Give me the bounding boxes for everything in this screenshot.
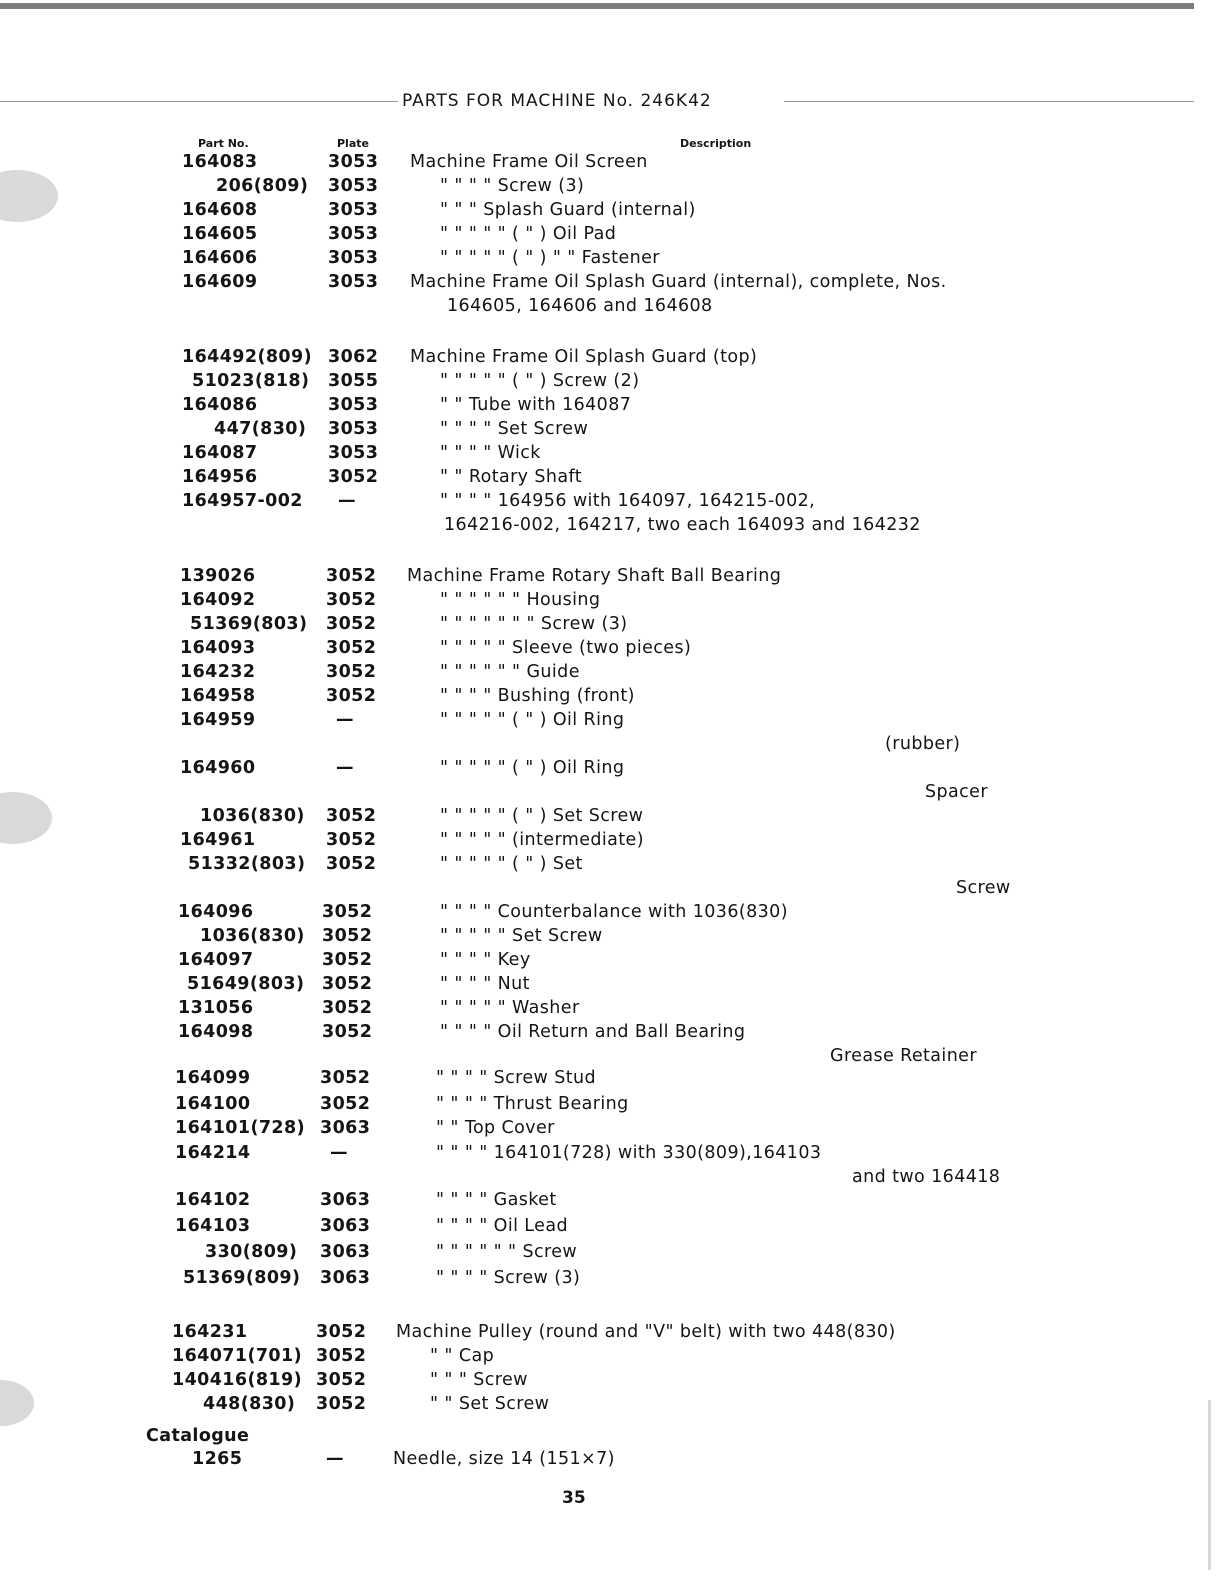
part-number: 330(809) [205, 1242, 298, 1262]
plate-number: 3052 [316, 1346, 367, 1366]
part-description: " " " " Screw Stud [436, 1068, 597, 1088]
plate-number: 3053 [328, 248, 379, 268]
part-description: 164216-002, 164217, two each 164093 and 164232 [444, 515, 921, 535]
part-number: 164959 [180, 710, 256, 730]
plate-number: — [338, 491, 356, 511]
part-number: 51369(803) [190, 614, 308, 634]
plate-number: 3052 [322, 1022, 373, 1042]
plate-number: 3063 [320, 1216, 371, 1236]
part-description: " " " " Counterbalance with 1036(830) [440, 902, 788, 922]
part-number: 164071(701) [172, 1346, 302, 1366]
plate-number: 3052 [316, 1370, 367, 1390]
part-number: 164097 [178, 950, 254, 970]
part-number: 206(809) [216, 176, 309, 196]
plate-number: 3053 [328, 395, 379, 415]
plate-number: 3063 [320, 1242, 371, 1262]
plate-number: 3052 [326, 638, 377, 658]
plate-number: 3052 [326, 614, 377, 634]
part-description: " " " Screw [430, 1370, 528, 1390]
plate-number: 3052 [316, 1394, 367, 1414]
part-description: " " " " " ( " ) Oil Ring [440, 758, 625, 778]
top-edge-bar [0, 3, 1194, 9]
plate-number: 3063 [320, 1268, 371, 1288]
part-number: 164231 [172, 1322, 248, 1342]
plate-number: 3052 [322, 998, 373, 1018]
part-number: 164232 [180, 662, 256, 682]
binder-hole [0, 1380, 34, 1426]
plate-number: 3052 [322, 950, 373, 970]
column-header-plate: Plate [337, 137, 369, 150]
part-description: " " Cap [430, 1346, 495, 1366]
part-number: 164608 [182, 200, 258, 220]
part-number: 164214 [175, 1143, 251, 1163]
plate-number: 3052 [322, 926, 373, 946]
part-description: " " " " " ( " ) Set Screw [440, 806, 644, 826]
part-description: " " " " Oil Return and Ball Bearing [440, 1022, 746, 1042]
plate-number: 3052 [316, 1322, 367, 1342]
part-description: " " " " " " Housing [440, 590, 601, 610]
part-description: " " " " Bushing (front) [440, 686, 635, 706]
plate-number: 3053 [328, 419, 379, 439]
part-number: 164087 [182, 443, 258, 463]
right-edge-shadow [1208, 1400, 1211, 1570]
part-number: 51649(803) [187, 974, 305, 994]
title-rule-left [0, 101, 398, 102]
part-description: Needle, size 14 (151×7) [393, 1449, 615, 1469]
part-description: " " " " " Set Screw [440, 926, 603, 946]
plate-number: 3053 [328, 200, 379, 220]
part-number: 164101(728) [175, 1118, 305, 1138]
column-header-description: Description [680, 137, 752, 150]
part-number: 51023(818) [192, 371, 310, 391]
plate-number: — [330, 1143, 348, 1163]
part-description: " " " " " Sleeve (two pieces) [440, 638, 692, 658]
plate-number: 3052 [322, 974, 373, 994]
part-number: 164099 [175, 1068, 251, 1088]
plate-number: 3053 [328, 272, 379, 292]
part-description: " " " " Screw (3) [436, 1268, 581, 1288]
part-description: " " " " Wick [440, 443, 541, 463]
part-description: " " " " " " Guide [440, 662, 580, 682]
part-description: " " " " " " " Screw (3) [440, 614, 628, 634]
part-description: " " " " Nut [440, 974, 530, 994]
part-description: Machine Frame Rotary Shaft Ball Bearing [407, 566, 782, 586]
part-number: 164492(809) [182, 347, 312, 367]
part-number: 1036(830) [200, 806, 305, 826]
part-description: " " " " Set Screw [440, 419, 589, 439]
part-number: 164100 [175, 1094, 251, 1114]
plate-number: 3052 [326, 830, 377, 850]
part-description: " " " " " ( " ) Screw (2) [440, 371, 640, 391]
part-number: 164956 [182, 467, 258, 487]
part-description: " " " " " " Screw [436, 1242, 578, 1262]
part-description: " " " " 164956 with 164097, 164215-002, [440, 491, 816, 511]
part-description: " " " " Thrust Bearing [436, 1094, 629, 1114]
part-description: " " " " " ( " ) Oil Ring [440, 710, 625, 730]
plate-number: 3063 [320, 1190, 371, 1210]
plate-number: — [326, 1449, 344, 1469]
plate-number: 3052 [320, 1068, 371, 1088]
part-number: 164961 [180, 830, 256, 850]
plate-number: 3052 [326, 686, 377, 706]
part-number: 164605 [182, 224, 258, 244]
plate-number: 3052 [326, 566, 377, 586]
part-description: " " " " " (intermediate) [440, 830, 644, 850]
plate-number: 3053 [328, 443, 379, 463]
plate-number: 3052 [326, 806, 377, 826]
plate-number: 3053 [328, 224, 379, 244]
part-number: 164086 [182, 395, 258, 415]
part-number: 140416(819) [172, 1370, 302, 1390]
part-description: " " " " Oil Lead [436, 1216, 568, 1236]
part-number: 448(830) [203, 1394, 296, 1414]
part-number: Catalogue [146, 1426, 250, 1446]
column-header-part-no: Part No. [198, 137, 249, 150]
plate-number: 3063 [320, 1118, 371, 1138]
plate-number: 3052 [320, 1094, 371, 1114]
part-number: 1265 [192, 1449, 243, 1469]
part-number: 164093 [180, 638, 256, 658]
plate-number: 3055 [328, 371, 379, 391]
plate-number: 3062 [328, 347, 379, 367]
part-number: 164096 [178, 902, 254, 922]
part-description: " " " " Gasket [436, 1190, 557, 1210]
part-number: 164102 [175, 1190, 251, 1210]
part-description: and two 164418 [852, 1167, 1001, 1187]
part-description: " " Tube with 164087 [440, 395, 632, 415]
plate-number: 3053 [328, 152, 379, 172]
part-number: 164606 [182, 248, 258, 268]
title-rule-right [784, 101, 1194, 102]
part-description: " " " " Key [440, 950, 531, 970]
page-title: PARTS FOR MACHINE No. 246K42 [402, 91, 712, 111]
plate-number: 3052 [328, 467, 379, 487]
part-number: 447(830) [214, 419, 307, 439]
part-description: Grease Retainer [830, 1046, 977, 1066]
plate-number: 3052 [326, 854, 377, 874]
part-description: Machine Frame Oil Screen [410, 152, 648, 172]
part-description: " " " " 164101(728) with 330(809),164103 [436, 1143, 822, 1163]
part-description: " " " " " ( " ) Set [440, 854, 583, 874]
part-number: 164083 [182, 152, 258, 172]
part-number: 164103 [175, 1216, 251, 1236]
part-description: " " Top Cover [436, 1118, 555, 1138]
plate-number: — [336, 710, 354, 730]
plate-number: 3053 [328, 176, 379, 196]
binder-hole [0, 792, 52, 844]
part-description: Machine Frame Oil Splash Guard (internal), complete, Nos. [410, 272, 947, 292]
part-description: " " Set Screw [430, 1394, 550, 1414]
page-number: 35 [562, 1488, 586, 1508]
part-number: 51369(809) [183, 1268, 301, 1288]
part-number: 164960 [180, 758, 256, 778]
plate-number: 3052 [326, 662, 377, 682]
part-description: 164605, 164606 and 164608 [447, 296, 713, 316]
plate-number: 3052 [326, 590, 377, 610]
part-description: " " Rotary Shaft [440, 467, 583, 487]
part-description: (rubber) [885, 734, 961, 754]
part-description: " " " " " Washer [440, 998, 580, 1018]
part-number: 164092 [180, 590, 256, 610]
part-number: 164957-002 [182, 491, 303, 511]
plate-number: — [336, 758, 354, 778]
part-number: 139026 [180, 566, 256, 586]
part-description: Spacer [925, 782, 988, 802]
part-description: " " " " " ( " ) Oil Pad [440, 224, 617, 244]
part-number: 1036(830) [200, 926, 305, 946]
part-description: " " " " Screw (3) [440, 176, 585, 196]
part-number: 51332(803) [188, 854, 306, 874]
part-description: Machine Pulley (round and "V" belt) with two 448(830) [396, 1322, 896, 1342]
part-number: 164958 [180, 686, 256, 706]
part-number: 164098 [178, 1022, 254, 1042]
part-description: Screw [956, 878, 1011, 898]
part-number: 164609 [182, 272, 258, 292]
plate-number: 3052 [322, 902, 373, 922]
part-number: 131056 [178, 998, 254, 1018]
part-description: Machine Frame Oil Splash Guard (top) [410, 347, 758, 367]
part-description: " " " Splash Guard (internal) [440, 200, 696, 220]
binder-hole [0, 170, 58, 222]
part-description: " " " " " ( " ) " " Fastener [440, 248, 660, 268]
